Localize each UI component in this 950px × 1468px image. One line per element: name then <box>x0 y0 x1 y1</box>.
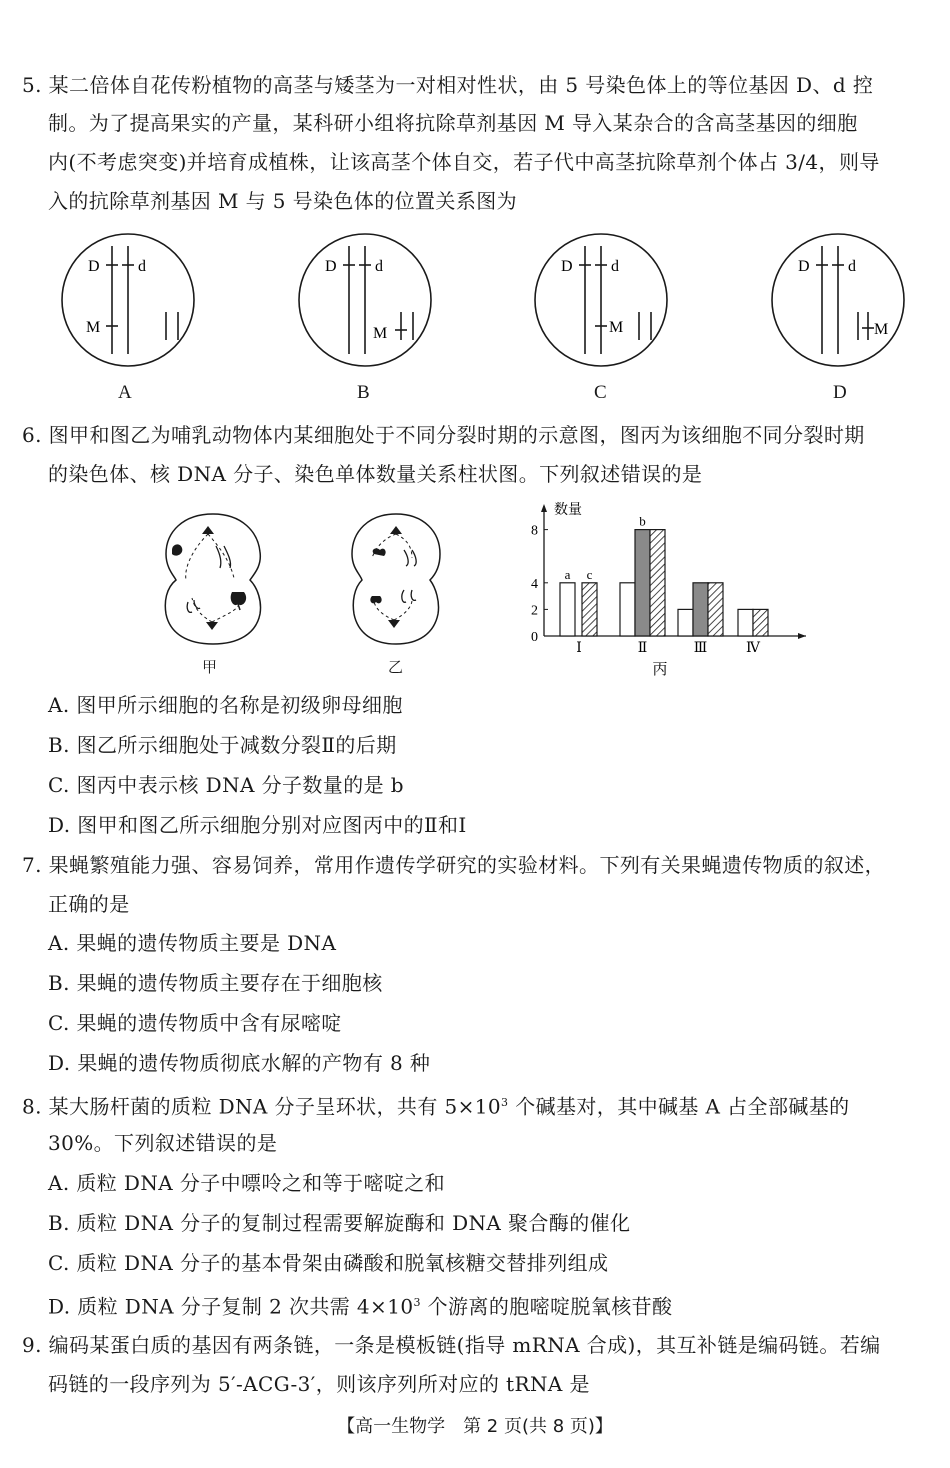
q6-option-d: D. 图甲和图乙所示细胞分别对应图丙中的Ⅱ和Ⅰ <box>48 813 467 837</box>
gene-label-d: d <box>138 258 146 275</box>
y-tick-label: 8 <box>531 523 538 539</box>
q7-line-1: 7. 果蝇繁殖能力强、容易饲养，常用作遗传学研究的实验材料。下列有关果蝇遗传物质的叙述， <box>22 853 886 877</box>
x-tick-label: Ⅰ <box>576 640 582 656</box>
bar-a <box>678 609 693 636</box>
bar-a <box>620 583 635 636</box>
q7-line-2: 正确的是 <box>48 892 130 916</box>
q7-option-d: D. 果蝇的遗传物质彻底水解的产物有 8 种 <box>48 1051 431 1075</box>
gene-label-M: M <box>874 321 889 338</box>
cell-figure-yi <box>346 510 446 650</box>
q8-option-a: A. 质粒 DNA 分子中嘌呤之和等于嘧啶之和 <box>48 1171 446 1195</box>
gene-label-D: D <box>88 258 100 275</box>
q8-line-1 <box>22 1090 850 1120</box>
q5-line-4: 入的抗除草剂基因 M 与 5 号染色体的位置关系图为 <box>48 189 518 213</box>
bar-c <box>753 609 768 636</box>
gene-label-M: M <box>86 319 101 336</box>
bar-b <box>635 530 650 636</box>
q5-line-3: 内(不考虑突变)并培育成植株，让该高茎个体自交，若子代中高茎抗除草剂个体占 3/4，则导 <box>48 150 880 174</box>
q5-line-2: 制。为了提高果实的产量，某科研小组将抗除草剂基因 M 导入某杂合的含高茎基因的细胞 <box>48 111 858 135</box>
q6-option-c: C. 图丙中表示核 DNA 分子数量的是 b <box>48 773 404 797</box>
y-axis-label: 数量 <box>554 502 582 518</box>
bar-a <box>560 583 575 636</box>
gene-label-d: d <box>848 258 856 275</box>
q9-line-1: 9. 编码某蛋白质的基因有两条链，一条是模板链(指导 mRNA 合成)，其互补链是编码链。若编 <box>22 1333 881 1357</box>
q7-option-a: A. 果蝇的遗传物质主要是 DNA <box>48 931 337 955</box>
q6-line-2: 的染色体、核 DNA 分子、染色单体数量关系柱状图。下列叙述错误的是 <box>48 462 703 486</box>
gene-label-d: d <box>611 258 619 275</box>
q5-figure-a <box>60 228 200 376</box>
q5-figure-d <box>770 228 910 376</box>
q8-option-d-b: 个游离的胞嘧啶脱氧核苷酸 <box>420 1294 673 1319</box>
bar-label-a: a <box>564 566 571 582</box>
q5-line-1: 5. 某二倍体自花传粉植物的高茎与矮茎为一对相对性状，由 5 号染色体上的等位基因 D、d 控 <box>22 73 874 97</box>
chart-title: 丙 <box>652 660 668 678</box>
q5-figure-caption-d: D <box>833 382 847 403</box>
y-axis-arrow <box>541 504 547 512</box>
bar-a <box>738 609 753 636</box>
q8-line-1-b: 个碱基对，其中碱基 A 占全部碱基的 <box>508 1094 850 1119</box>
x-tick-label: Ⅳ <box>746 640 760 656</box>
bar-c <box>650 530 665 636</box>
gene-label-M: M <box>609 319 624 336</box>
q9-line-2: 码链的一段序列为 5′-ACG-3′，则该序列所对应的 tRNA 是 <box>48 1372 590 1396</box>
bar-label-b: b <box>639 513 646 529</box>
q8-line-1-a: 8. 某大肠杆菌的质粒 DNA 分子呈环状，共有 5×10 <box>22 1094 502 1119</box>
bar-label-c: c <box>586 566 593 582</box>
q5-figure-caption-b: B <box>357 382 370 403</box>
q6-option-a: A. 图甲所示细胞的名称是初级卵母细胞 <box>48 693 403 717</box>
gene-label-M: M <box>373 325 388 342</box>
gene-label-D: D <box>561 258 573 275</box>
cell-figure-jia-caption: 甲 <box>202 658 218 676</box>
q8-option-d-a: D. 质粒 DNA 分子复制 2 次共需 4×10 <box>48 1294 414 1319</box>
y-tick-label: 2 <box>531 603 538 619</box>
page-footer: 【高一生物学 第 2 页(共 8 页)】 <box>337 1416 613 1437</box>
q8-line-1-exponent: 3 <box>501 1096 509 1109</box>
bar-chart-bing <box>518 498 818 680</box>
q7-option-b: B. 果蝇的遗传物质主要存在于细胞核 <box>48 971 383 995</box>
x-tick-label: Ⅲ <box>693 640 708 656</box>
q8-option-d <box>48 1290 672 1320</box>
x-axis-arrow <box>798 633 806 639</box>
q8-option-c: C. 质粒 DNA 分子的基本骨架由磷酸和脱氧核糖交替排列组成 <box>48 1251 609 1275</box>
bar-c <box>582 583 597 636</box>
q6-line-1: 6. 图甲和图乙为哺乳动物体内某细胞处于不同分裂时期的示意图，图丙为该细胞不同分裂时期 <box>22 423 865 447</box>
cell-figure-yi-caption: 乙 <box>388 658 404 676</box>
q8-option-d-exponent: 3 <box>413 1296 421 1309</box>
x-tick-label: Ⅱ <box>637 640 648 656</box>
gene-label-d: d <box>375 258 383 275</box>
gene-label-D: D <box>798 258 810 275</box>
bar-c <box>708 583 723 636</box>
cell-figure-jia <box>158 510 268 650</box>
q8-line-2: 30%。下列叙述错误的是 <box>48 1131 278 1155</box>
gene-label-D: D <box>325 258 337 275</box>
q5-figure-caption-a: A <box>118 382 132 403</box>
y-tick-label: 4 <box>531 576 538 592</box>
y-tick-label: 0 <box>531 630 538 645</box>
q5-figure-b <box>297 228 437 376</box>
q8-option-b: B. 质粒 DNA 分子的复制过程需要解旋酶和 DNA 聚合酶的催化 <box>48 1211 631 1235</box>
q7-option-c: C. 果蝇的遗传物质中含有尿嘧啶 <box>48 1011 342 1035</box>
q5-figure-c <box>533 228 673 376</box>
q5-figure-caption-c: C <box>594 382 607 403</box>
q6-option-b: B. 图乙所示细胞处于减数分裂Ⅱ的后期 <box>48 733 397 757</box>
bar-b <box>693 583 708 636</box>
